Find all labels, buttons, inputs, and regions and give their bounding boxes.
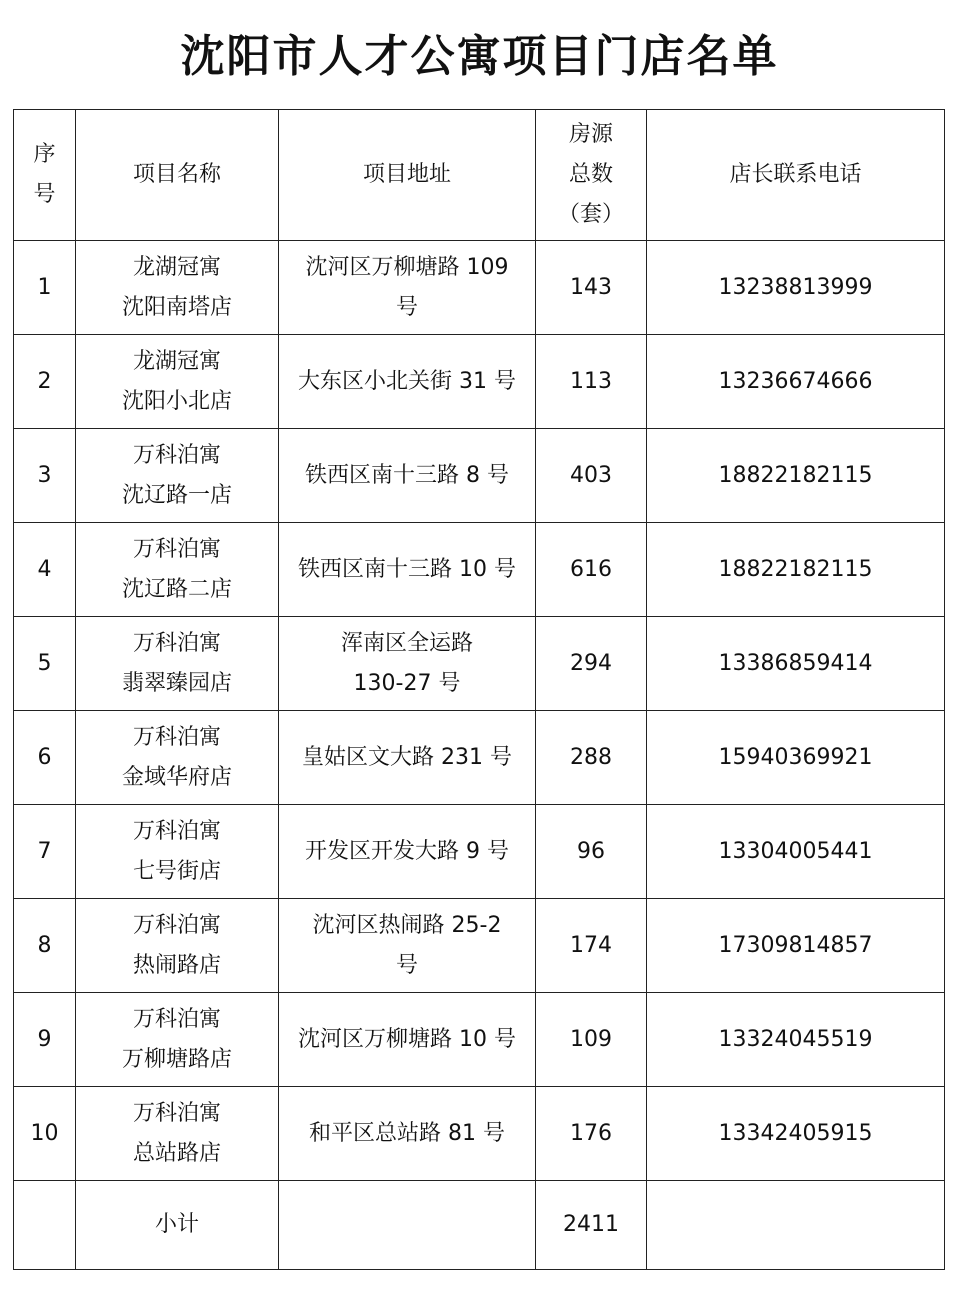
cell-project-name: 万科泊寓 沈辽路二店 xyxy=(76,523,279,617)
cell-unit-count: 288 xyxy=(536,711,647,805)
cell-manager-phone: 18822182115 xyxy=(647,523,945,617)
table-row xyxy=(14,429,945,523)
table-row xyxy=(14,523,945,617)
table-row xyxy=(14,617,945,711)
cell-manager-phone: 17309814857 xyxy=(647,899,945,993)
cell-index: 7 xyxy=(14,805,76,899)
subtotal-row xyxy=(14,1181,945,1270)
cell-manager-phone: 13324045519 xyxy=(647,993,945,1087)
cell-project-name: 万科泊寓 万柳塘路店 xyxy=(76,993,279,1087)
cell-unit-count: 96 xyxy=(536,805,647,899)
cell-project-name: 龙湖冠寓 沈阳小北店 xyxy=(76,335,279,429)
cell-index: 2 xyxy=(14,335,76,429)
cell-project-name: 万科泊寓 热闹路店 xyxy=(76,899,279,993)
cell-project-name: 万科泊寓 七号街店 xyxy=(76,805,279,899)
subtotal-address-cell xyxy=(279,1181,536,1270)
cell-project-address: 沈河区万柳塘路 10 号 xyxy=(279,993,536,1087)
cell-index: 4 xyxy=(14,523,76,617)
cell-project-address: 沈河区万柳塘路 109 号 xyxy=(279,241,536,335)
cell-index: 5 xyxy=(14,617,76,711)
cell-unit-count: 403 xyxy=(536,429,647,523)
cell-index: 6 xyxy=(14,711,76,805)
store-list-table xyxy=(13,109,945,1270)
header-unit-count: 房源 总数 （套） xyxy=(536,110,647,241)
cell-manager-phone: 13342405915 xyxy=(647,1087,945,1181)
table-row xyxy=(14,899,945,993)
header-project-address: 项目地址 xyxy=(279,110,536,241)
table-row xyxy=(14,711,945,805)
table-row xyxy=(14,241,945,335)
cell-project-name: 万科泊寓 翡翠臻园店 xyxy=(76,617,279,711)
subtotal-phone-cell xyxy=(647,1181,945,1270)
table-row xyxy=(14,335,945,429)
cell-manager-phone: 13304005441 xyxy=(647,805,945,899)
cell-project-address: 大东区小北关街 31 号 xyxy=(279,335,536,429)
page-title: 沈阳市人才公寓项目门店名单 xyxy=(180,31,779,82)
cell-manager-phone: 15940369921 xyxy=(647,711,945,805)
header-manager-phone: 店长联系电话 xyxy=(647,110,945,241)
cell-project-name: 万科泊寓 金域华府店 xyxy=(76,711,279,805)
subtotal-label: 小计 xyxy=(76,1181,279,1270)
cell-project-address: 沈河区热闹路 25-2 号 xyxy=(279,899,536,993)
cell-project-address: 铁西区南十三路 10 号 xyxy=(279,523,536,617)
cell-unit-count: 616 xyxy=(536,523,647,617)
cell-unit-count: 109 xyxy=(536,993,647,1087)
table-row xyxy=(14,1087,945,1181)
cell-index: 9 xyxy=(14,993,76,1087)
cell-project-name: 龙湖冠寓 沈阳南塔店 xyxy=(76,241,279,335)
cell-project-address: 皇姑区文大路 231 号 xyxy=(279,711,536,805)
cell-manager-phone: 13238813999 xyxy=(647,241,945,335)
subtotal-unit-count: 2411 xyxy=(536,1181,647,1270)
cell-index: 1 xyxy=(14,241,76,335)
table-row xyxy=(14,805,945,899)
cell-index: 3 xyxy=(14,429,76,523)
cell-project-name: 万科泊寓 总站路店 xyxy=(76,1087,279,1181)
cell-unit-count: 294 xyxy=(536,617,647,711)
cell-unit-count: 176 xyxy=(536,1087,647,1181)
cell-project-address: 开发区开发大路 9 号 xyxy=(279,805,536,899)
cell-unit-count: 174 xyxy=(536,899,647,993)
cell-unit-count: 113 xyxy=(536,335,647,429)
cell-manager-phone: 18822182115 xyxy=(647,429,945,523)
table-row xyxy=(14,993,945,1087)
cell-index: 10 xyxy=(14,1087,76,1181)
subtotal-index-cell xyxy=(14,1181,76,1270)
table-header-row xyxy=(14,110,945,241)
header-project-name: 项目名称 xyxy=(76,110,279,241)
cell-project-address: 浑南区全运路 130-27 号 xyxy=(279,617,536,711)
cell-project-address: 铁西区南十三路 8 号 xyxy=(279,429,536,523)
cell-project-address: 和平区总站路 81 号 xyxy=(279,1087,536,1181)
cell-manager-phone: 13236674666 xyxy=(647,335,945,429)
cell-unit-count: 143 xyxy=(536,241,647,335)
header-index: 序 号 xyxy=(14,110,76,241)
cell-manager-phone: 13386859414 xyxy=(647,617,945,711)
cell-project-name: 万科泊寓 沈辽路一店 xyxy=(76,429,279,523)
cell-index: 8 xyxy=(14,899,76,993)
